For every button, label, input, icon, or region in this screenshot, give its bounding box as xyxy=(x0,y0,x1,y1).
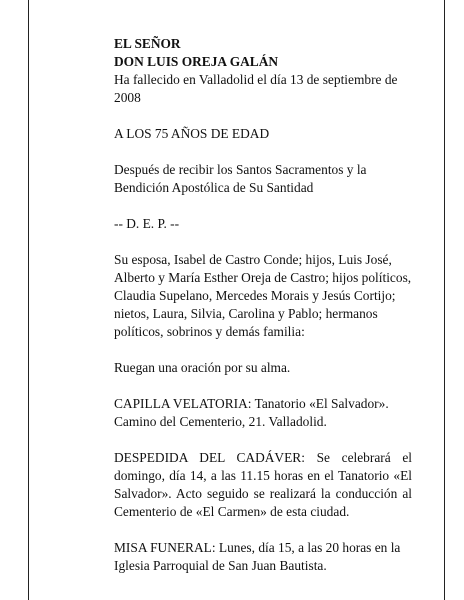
chapel-paragraph: CAPILLA VELATORIA: Tanatorio «El Salvador». Camino del Cementerio, 21. Valladolid. xyxy=(114,396,389,429)
rip-line: -- D. E. P. -- xyxy=(114,216,180,231)
right-border-line xyxy=(444,0,445,600)
prayer-line: Ruegan una oración por su alma. xyxy=(114,360,291,375)
left-border-line xyxy=(28,0,29,600)
funeral-mass-paragraph: MISA FUNERAL: Lunes, día 15, a las 20 horas en la Iglesia Parroquial de San Juan Bautista. xyxy=(114,540,401,573)
obituary-notice xyxy=(114,35,412,593)
age-line: A LOS 75 AÑOS DE EDAD xyxy=(114,126,270,141)
family-paragraph: Su esposa, Isabel de Castro Conde; hijos, Luis José, Alberto y María Esther Oreja de Castro; hijos políticos, Claudia Supelano, Mercedes Morais y Jesús Cortijo; nietos, Laura, Silvia, Carolina y Pablo; hermanos políticos, sobrinos y demás familia: xyxy=(114,252,412,339)
notice-title-line-1: EL SEÑOR xyxy=(114,36,181,51)
death-info: Ha fallecido en Valladolid el día 13 de septiembre de 2008 xyxy=(114,72,398,105)
farewell-paragraph: DESPEDIDA DEL CADÁVER: Se celebrará el domingo, día 14, a las 11.15 horas en el Tanatorio «El Salvador». Acto seguido se realizará la conducción al Cementerio de «El Carmen» de esta ciudad. xyxy=(114,450,412,519)
notice-title-line-2: DON LUIS OREJA GALÁN xyxy=(114,54,279,69)
sacraments-line: Después de recibir los Santos Sacramentos y la Bendición Apostólica de Su Santidad xyxy=(114,162,367,195)
